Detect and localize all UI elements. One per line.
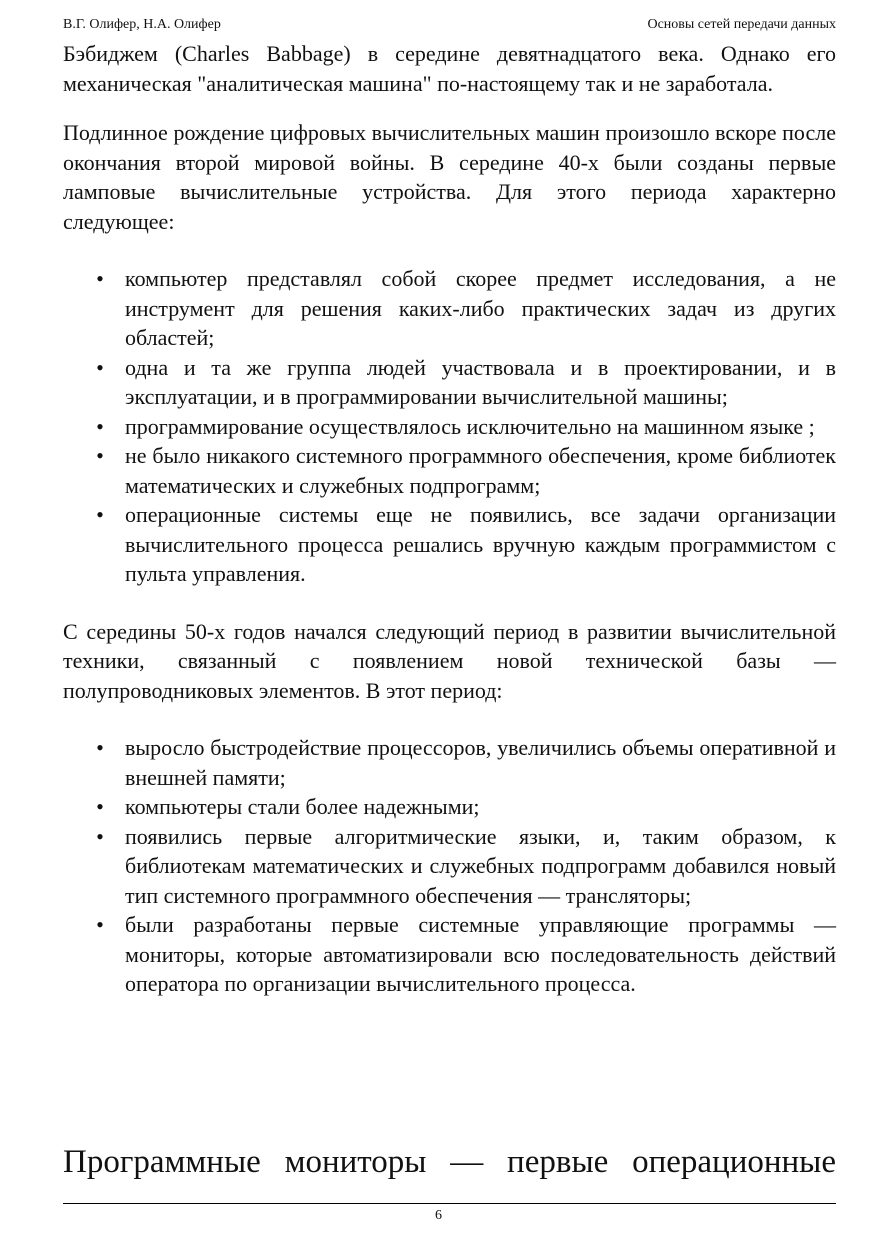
list-item: [96, 353, 836, 412]
paragraph-second-period: С середины 50-х годов начался следующий период в развитии вычислительной техники, связанный с появлением новой технической базы — полупроводниковых элементов. В этот период:: [63, 618, 836, 703]
bullet-icon: •: [96, 794, 104, 819]
bullet-icon: •: [96, 266, 104, 291]
list-item-text: выросло быстродействие процессоров, увеличились объемы оперативной и внешней памяти;: [125, 735, 836, 790]
list-item: [96, 412, 836, 442]
list-item: [96, 441, 836, 500]
bullet-icon: •: [96, 912, 104, 937]
page-number: 6: [435, 1208, 442, 1223]
list-item: [96, 910, 836, 999]
list-item: [96, 822, 836, 911]
bullet-icon: •: [96, 413, 104, 439]
bullet-list-second-period: [63, 733, 836, 999]
page-header: [63, 15, 836, 35]
page-content: [63, 39, 836, 999]
list-item-text: компьютеры стали более надежными;: [125, 794, 480, 819]
bullet-icon: •: [96, 502, 104, 527]
list-item: [96, 733, 836, 792]
list-item-text: операционные системы еще не появились, все задачи организации вычислительного процесса решались вручную каждым программистом с пульта управления.: [125, 502, 836, 586]
paragraph-continuation: Бэбиджем (Charles Babbage) в середине девятнадцатого века. Однако его механическая "аналитическая машина" по-настоящему так и не заработала.: [63, 41, 836, 96]
header-authors: В.Г. Олифер, Н.А. Олифер: [63, 17, 221, 32]
bullet-icon: •: [96, 735, 104, 760]
list-item-text: одна и та же группа людей участвовала и в проектировании, и в эксплуатации, и в программировании вычислительной машины;: [125, 354, 836, 409]
bullet-icon: •: [96, 443, 104, 468]
list-item-text: появились первые алгоритмические языки, и, таким образом, к библиотекам математических и служебных подпрограмм добавился новый тип системного программного обеспечения — трансляторы;: [125, 823, 836, 908]
list-item: [96, 500, 836, 589]
list-item-text: были разработаны первые системные управляющие программы — мониторы, которые автоматизировали всю последовательность действий оператора по организации вычислительного процесса.: [125, 912, 836, 996]
list-item-text: программирование осуществлялось исключительно на машинном языке ;: [125, 413, 815, 439]
list-item-text: компьютер представлял собой скорее предмет исследования, а не инструмент для решения каких-либо практических задач из других областей;: [125, 266, 836, 350]
list-item: [96, 792, 836, 822]
bullet-icon: •: [96, 823, 104, 849]
list-item: [96, 264, 836, 353]
section-heading: Программные мониторы — первые операционные: [63, 1144, 836, 1180]
header-book-title: Основы сетей передачи данных: [647, 17, 836, 32]
bullet-icon: •: [96, 354, 104, 380]
paragraph-first-computers: Подлинное рождение цифровых вычислительных машин произошло вскоре после окончания второй мировой войны. В середине 40-х были созданы первые ламповые вычислительные устройства. Для этого периода характерно следующее:: [63, 120, 836, 234]
footer-divider: [63, 1203, 836, 1204]
bullet-list-first-period: [63, 264, 836, 589]
list-item-text: не было никакого системного программного обеспечения, кроме библиотек математических и служебных подпрограмм;: [125, 443, 836, 498]
